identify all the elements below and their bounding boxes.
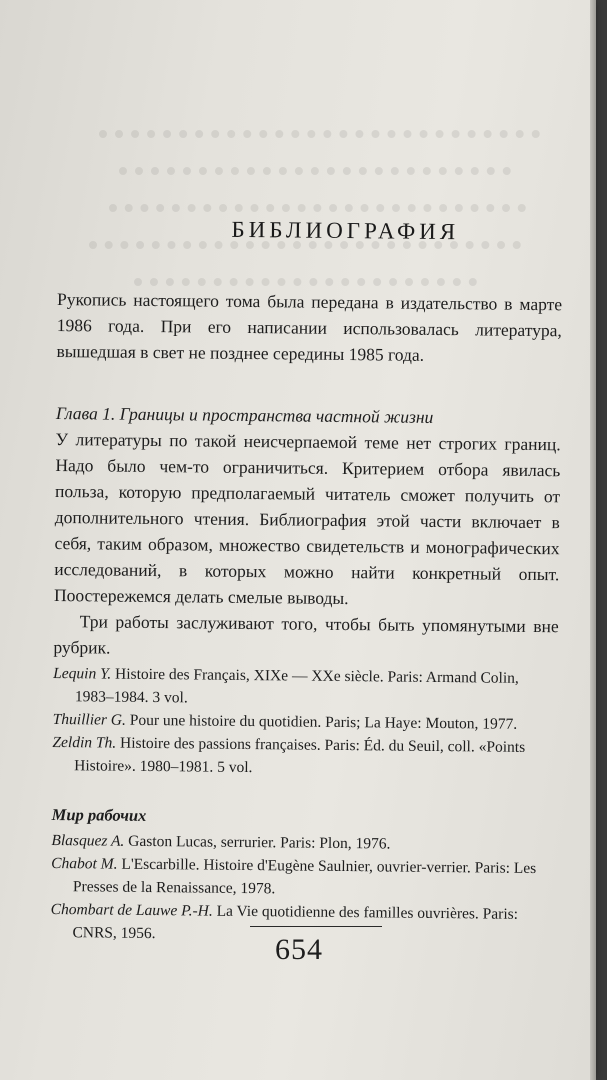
reference-author: Blasquez A. <box>51 831 125 850</box>
page-edge <box>590 0 596 1080</box>
reference-text: Gaston Lucas, serrurier. Paris: Plon, 1976. <box>124 832 391 853</box>
reference-author: Chombart de Lauwe P.-H. <box>50 900 213 920</box>
reference-author: Chabot M. <box>51 854 118 873</box>
reference-item <box>53 662 558 713</box>
reference-item <box>52 731 557 782</box>
reference-text: L'Escarbille. Histoire d'Eugène Saulnier, ouvrier-verrier. Paris: Les Presses de la Renaissance, 1978. <box>72 855 537 898</box>
chapter-heading: Глава 1. Границы и пространства частной жизни <box>55 402 434 427</box>
footer-rule <box>250 926 382 927</box>
workers-references <box>50 829 556 949</box>
reference-item <box>51 852 556 903</box>
page-content <box>50 215 563 949</box>
reference-text: La Vie quotidienne des familles ouvrières. Paris: CNRS, 1956. <box>72 902 519 943</box>
page-title: БИБЛИОГРАФИЯ <box>231 216 460 245</box>
chapter-paragraph-1: У литературы по такой неисчерпаемой теме нет строгих границ. Надо было чем-то ограничиться. Критерием отбора явилась польза, которую предполагаемый читатель сможет получить от дополнительного чтения. Библиография этой части включает в себя, таким образом, множество свидетельств и монографических исследований, в которых можно найти конкретный опыт. Поостережемся делать смелые выводы. <box>53 428 561 609</box>
section-heading-workers: Мир рабочих <box>51 804 147 825</box>
reference-author: Zeldin Th. <box>52 733 117 752</box>
reference-text: Histoire des Français, XIXe — XXe siècle. Paris: Armand Colin, 1983–1984. 3 vol. <box>74 665 519 707</box>
reference-text: Histoire des passions françaises. Paris: Éd. du Seuil, coll. «Points Histoire». 1980–1981. 5 vol. <box>74 734 526 777</box>
reference-author: Lequin Y. <box>53 664 112 683</box>
intro-paragraph: Рукопись настоящего тома была передана в издательство в марте 1986 года. При его написании использовалась литература, вышедшая в свет не позднее середины 1985 года. <box>56 288 563 365</box>
chapter-paragraph-2: Три работы заслуживают того, чтобы быть упомянутыми вне рубрик. <box>53 611 559 658</box>
reference-text: Pour une histoire du quotidien. Paris; La Haye: Mouton, 1977. <box>125 711 518 733</box>
page-number: 654 <box>275 933 323 966</box>
reference-author: Thuillier G. <box>52 710 127 729</box>
general-references <box>52 662 558 782</box>
